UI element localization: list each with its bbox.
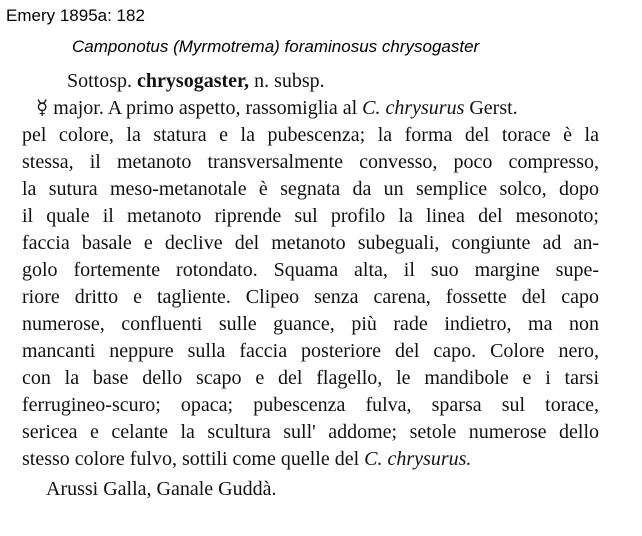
citation-header: Emery 1895a: 182 bbox=[6, 6, 145, 25]
text-line-13: ferrugineo-scuro; opaca; pubescenza fulva, sparsa sul torace, bbox=[22, 394, 599, 416]
text-span: n. subsp. bbox=[249, 70, 325, 92]
text-line-2 bbox=[36, 95, 518, 121]
text-span: Gerst. bbox=[464, 97, 518, 119]
text-line-10: numerose, confluenti sulle guance, più rade indietro, ma non bbox=[22, 313, 599, 335]
locality-line: Arussi Galla, Ganale Guddà. bbox=[46, 478, 277, 500]
text-span: Sottosp. bbox=[67, 70, 138, 92]
taxon-title: Camponotus (Myrmotrema) foraminosus chrysogaster bbox=[72, 37, 480, 56]
text-line-11: mancanti neppure sulla faccia posteriore del capo. Colore nero, bbox=[22, 340, 599, 362]
species-reference: C. chrysurus. bbox=[364, 448, 472, 470]
text-line-15 bbox=[22, 446, 471, 472]
text-line-12: con la base dello scapo e del flagello, le mandibole e i tarsi bbox=[22, 367, 599, 389]
text-line-4: stessa, il metanoto transversalmente convesso, poco compresso, bbox=[22, 151, 599, 173]
text-line-1 bbox=[67, 68, 325, 94]
subspecies-name: chrysogaster, bbox=[137, 70, 250, 92]
text-line-3: pel colore, la statura e la pubescenza; la forma del torace è la bbox=[22, 124, 599, 146]
text-line-5: la sutura meso-metanotale è segnata da un semplice solco, dopo bbox=[22, 178, 599, 200]
text-span: ☿ major. A primo aspetto, rassomiglia al bbox=[36, 97, 363, 119]
text-line-7: faccia basale e declive del metanoto subeguali, congiunte ad an- bbox=[22, 232, 599, 254]
text-line-9: riore dritto e tagliente. Clipeo senza carena, fossette del capo bbox=[22, 286, 599, 308]
text-line-8: golo fortemente rotondato. Squama alta, il suo margine supe- bbox=[22, 259, 599, 281]
text-span: stesso colore fulvo, sottili come quelle del bbox=[22, 448, 365, 470]
text-line-14: sericea e celante la scultura sull' addome; setole numerose dello bbox=[22, 421, 599, 443]
species-reference: C. chrysurus bbox=[362, 97, 465, 119]
text-line-6: il quale il metanoto riprende sul profilo la linea del mesonoto; bbox=[22, 205, 599, 227]
